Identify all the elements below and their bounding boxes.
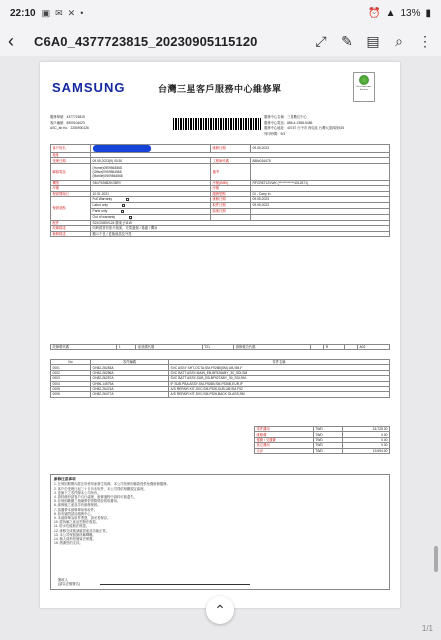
- redacted-name: [93, 145, 151, 152]
- text-mode-icon[interactable]: ▤: [366, 32, 380, 49]
- signature-area: 簽收人 (請以正楷簽名): [58, 578, 250, 586]
- table-row: 0003 GH82-26257A SVC BATT ASSY-SUB_EB-BF927ABY_30_SDI;SM-: [51, 376, 390, 381]
- search-icon[interactable]: ⌕: [395, 32, 403, 49]
- samsung-logo: SAMSUNG: [52, 80, 126, 95]
- edit-icon[interactable]: ✎: [341, 32, 353, 49]
- table-row: 合計 TWD 19,694.00: [256, 448, 388, 453]
- battery-text: 13%: [400, 7, 421, 19]
- message-icon: ✉: [55, 7, 63, 18]
- clock: 22:10: [10, 7, 36, 19]
- checkbox-parts-only: [121, 210, 124, 213]
- status-bar: [0, 0, 441, 26]
- notification-icon: ✕: [67, 7, 76, 18]
- table-row: 0001 GH82-26283A SVC ASSY SHT-OCTA;SM-F926B(SM),UB,SM-F: [51, 365, 390, 370]
- checkbox-out-of-warranty: ✓: [130, 217, 133, 221]
- table-row: 0002 GH82-26256A SVC BATT ASSY-MAIN_EB-BF926ABY_30_SDI;SM: [51, 370, 390, 375]
- table-row: 0004 GH96-14579A IF SUB PBA ASSY-SM-F926B;SM-F926B,EUR,IF: [51, 381, 390, 386]
- fee-table: [254, 426, 390, 454]
- notes-title: 維修注意事項: [54, 477, 76, 481]
- document-viewer[interactable]: [0, 56, 441, 640]
- table-row: 0006 GH82-26477A A/S REPAIR KIT-SVC;SM-F926,BACK GLASS;SM: [51, 392, 390, 397]
- meta-left: 服務單號：4377723815 客戶編號：8900104023 ASC_ab Ko：2250900126: [50, 115, 89, 131]
- scrollbar[interactable]: [434, 546, 438, 572]
- scroll-to-top-button[interactable]: ⌃: [206, 596, 234, 624]
- expand-icon[interactable]: ⤢: [315, 32, 327, 49]
- info-table: 客戶姓名 維修日期 09.05.2023 地址 受理日期 09.05.2023(9) 03:30 工程師代碼 888x016475 聯絡電話 (Home)0909564568 (Office)0909564568 (Mobile)0909564568 備考 機型 SM-F926BZKGBRI 序號(IMEI) RFCR8T12VWK (************4012571) 序號 序號 保固開始日 10.01.2021 服務型態 DI - Carry In 保固狀態 Full Warranty 維修日期 09.05.2023 Labor only 取件日期 09.05.2023 Parts only 結案日期 Out of warranty ✓ 配件 S21GX80V124 廣東 (*11W 故障描述 同時經常有影片版面，充電過個 / 過濾 / 機身 檢修描述 顯示不良 / 更換液晶及外殼: [50, 144, 390, 237]
- checkbox-full-warranty: [126, 198, 129, 201]
- more-options-icon[interactable]: ⋮: [418, 32, 432, 49]
- document-title: 台灣三星客戶服務中心維修單: [158, 84, 282, 94]
- barcode: [173, 118, 261, 130]
- gallery-icon: ▣: [41, 7, 51, 18]
- battery-icon: ▮: [425, 7, 431, 19]
- table-row: 零件費用 TWD 16,725.00: [256, 427, 388, 432]
- leaf-icon: [359, 75, 369, 85]
- table-row: 其它費用 TWD 0.00: [256, 443, 388, 448]
- code-row: 故障碼代碼 1 症狀碼代碼 T21 維修報告代碼 R A02: [50, 344, 390, 350]
- back-icon[interactable]: ‹: [8, 30, 14, 51]
- file-title: C6A0_4377723815_20230905115120: [34, 33, 258, 49]
- app-bar: [0, 26, 441, 56]
- table-row: 0005 GH82-26474A A/S REPAIR KIT-SVC;SM-F926,SUB,UB;SM-F92: [51, 386, 390, 391]
- table-row: 維修費 TWD 0.00: [256, 432, 388, 437]
- parts-table: No 零件編碼 零件名稱 0001 GH82-26283A SVC ASSY SHT-OCTA;SM-F926B(SM),UB,SM-F 0002 GH82-26256A SVC BATT ASSY-MAIN_EB-BF926ABY_30_SDI;SM 0003 GH82-26257A SVC BATT ASSY-SUB_EB-BF927ABY_30_SDI;SM- 0004 GH96-14579A IF SUB PBA ASSY-SM-F926B;SM-F926B,EUR,IF 0005 GH82-26474A A/S REPAIR KIT-SVC;SM-F926,SUB,UB;SM-F92 0006 GH82-26477A A/S REPAIR KIT-SVC;SM-F926,BACK GLASS;SM: [50, 359, 390, 398]
- more-dot-icon: •: [80, 7, 84, 18]
- signal-icon: ▲: [385, 7, 396, 19]
- eco-seal: Eco-Conscious Services: [353, 72, 375, 102]
- table-row: 運費 / 交通費 TWD 0.00: [256, 437, 388, 442]
- document-page: [40, 62, 400, 608]
- meta-right: 服務中心名稱：三星數位中心 服務中心電話：886-4-2358-5456 服務中心地址：40747 台中市 西屯區 台灣大道四段925 列印時間：9/3: [264, 115, 345, 136]
- checkbox-labor-only: [122, 204, 125, 207]
- notes-section: 維修注意事項 1. 在保固期間內經正常使用而發生故障，本公司依保固條款提供免費維修服務。 2. 客戶於受理日起三十日內未取件，本公司得依相關規定處理。 3. 更換下之零件歸本公司所有。 4. 資料備份請客戶自行處理，維修過程中資料可能遺失。 5. 非保固範圍之損壞將依實際情況收取費用。 6. 維修後之產品享有維修保固。 7. 請攜帶本維修單前來取件。 8. 如有疑問請洽服務中心。 9. 本維修單為取件憑證，請妥善保存。 10. 經拆解之產品恕無法復原。 11. 防水性能無法保證。 12. 維修完成後請確認產品功能正常。 13. 本公司保留最終解釋權。 14. 個人資料依個資法保護。 15. 感謝您的支持。: [50, 474, 390, 590]
- page-indicator: 1/1: [421, 624, 433, 633]
- alarm-icon: ⏰: [368, 7, 381, 19]
